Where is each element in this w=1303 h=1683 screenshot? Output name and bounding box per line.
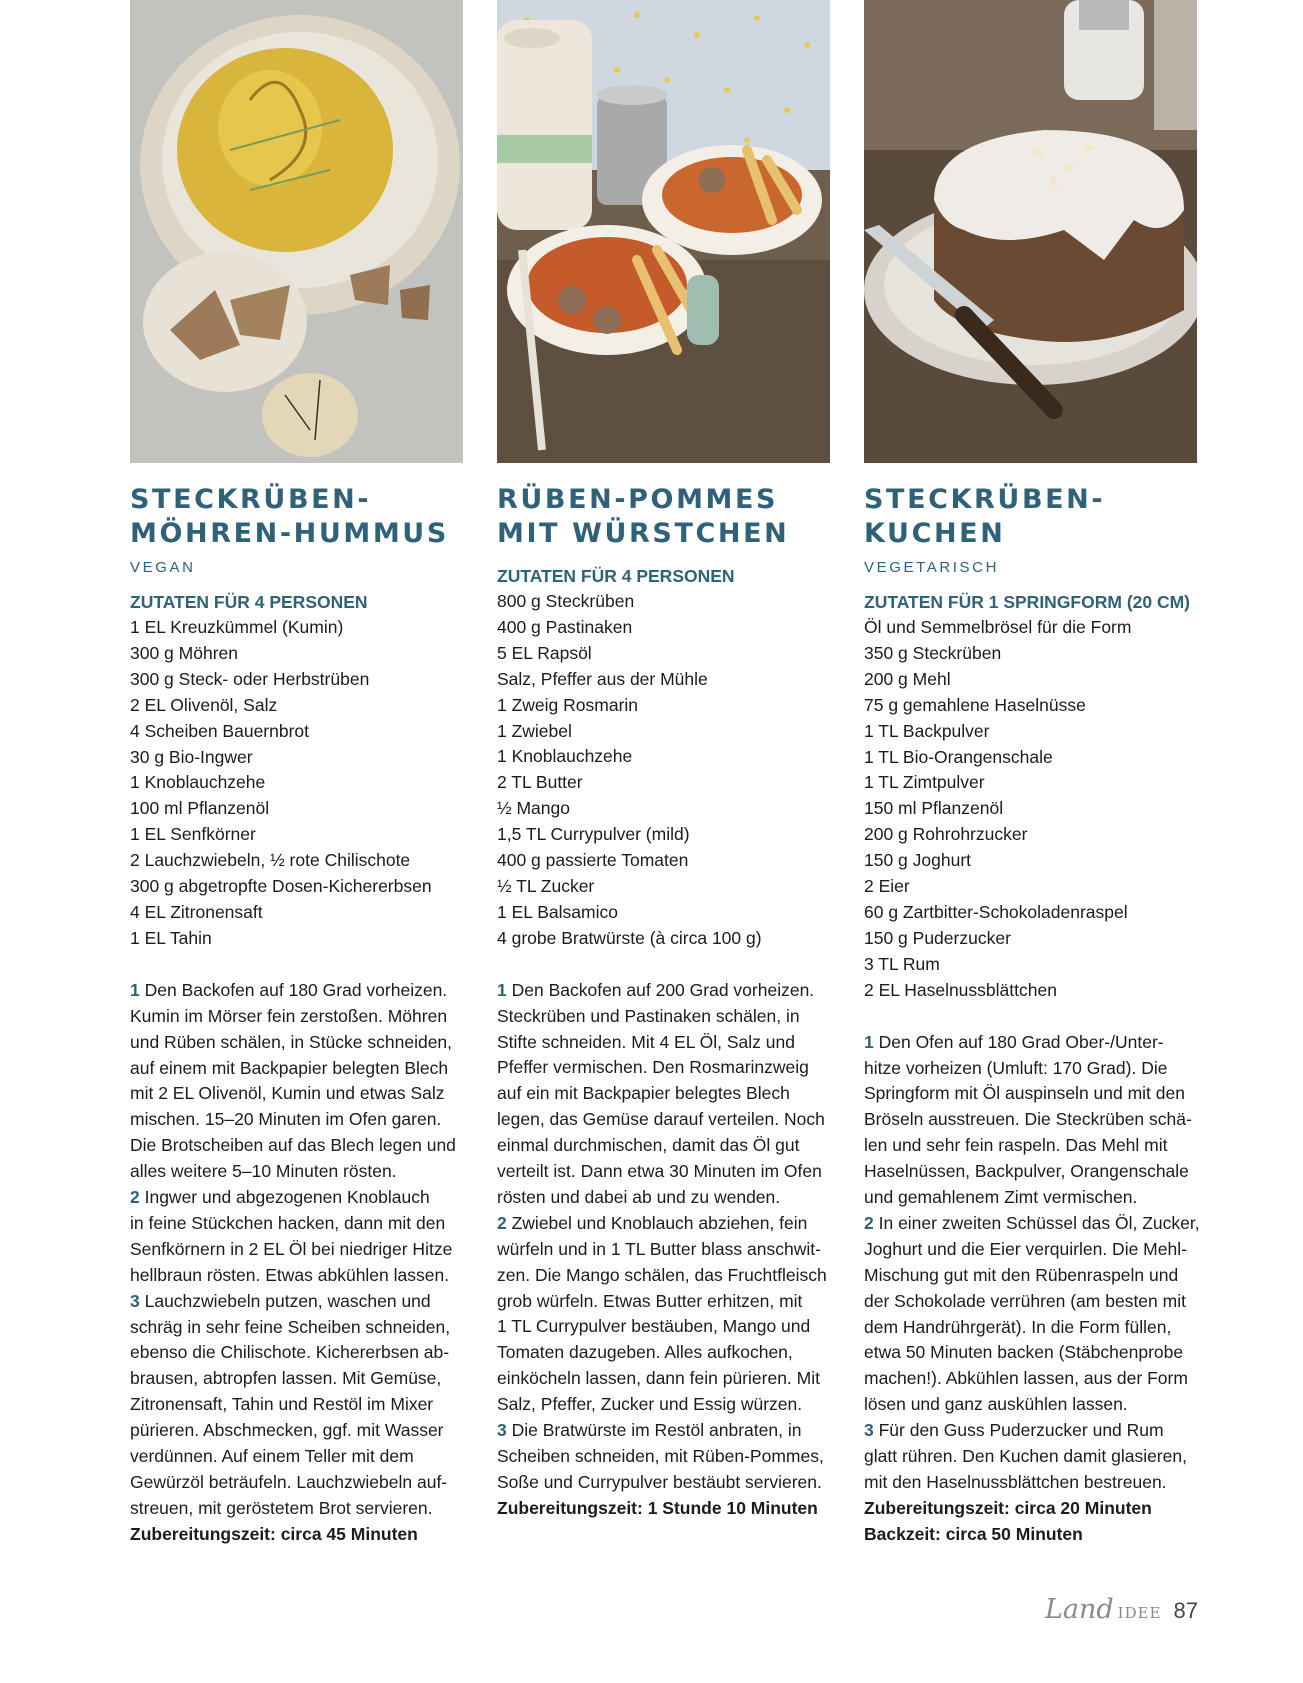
recipe-title [130,483,463,551]
step-line: Steckrüben und Pastinaken schälen, in [497,1005,800,1026]
step-line: Soße und Currypulver bestäubt servieren. [497,1471,822,1492]
step-line: dem Handrührgerät). In die Form füllen, [864,1316,1172,1337]
step-line: Die Brotscheiben auf das Blech legen und [130,1135,456,1156]
step-number: 2 [130,1187,140,1208]
step-number: 3 [497,1420,507,1441]
step-number: 1 [497,979,507,1000]
step-line: mischen. 15–20 Minuten im Ofen garen. [130,1109,442,1130]
instructions [864,1030,1200,1548]
page-footer [1045,1594,1198,1625]
step-line: schräg in sehr feine Scheiben schneiden, [130,1316,451,1337]
step-number: 3 [864,1420,874,1441]
step-line: Bröseln ausstreuen. Die Steckrüben schä- [864,1109,1192,1130]
ingredient: 300 g Steck- oder Herbstrüben [130,668,370,689]
step-line: 1 Den Backofen auf 200 Grad vorheizen. [497,979,815,1000]
step-line: etwa 50 Minuten backen (Stäbchenprobe [864,1342,1184,1363]
step-line: Gewürzöl beträufeln. Lauchzwiebeln auf- [130,1472,448,1492]
step-line: Joghurt und die Eier verquirlen. Die Mehl- [864,1238,1187,1259]
step-number: 1 [864,1031,874,1052]
title-line: KUCHEN [864,518,1006,549]
title-line: MÖHREN-HUMMUS [130,518,449,549]
ingredient: 2 Eier [864,876,910,897]
title-line: RÜBEN-POMMES [497,484,779,515]
step-line: glatt rühren. Den Kuchen damit glasieren, [864,1446,1187,1467]
ingredient: 800 g Steckrüben [497,591,635,611]
step-line: 2 Zwiebel und Knoblauch abziehen, fein [497,1212,808,1233]
step-line: Stifte schneiden. Mit 4 EL Öl, Salz und [497,1031,795,1052]
photo-hummus [130,0,463,463]
ingredient: 5 EL Rapsöl [497,642,592,663]
step-line: der Schokolade verrühren (am besten mit [864,1290,1186,1311]
step-line: 1 Den Ofen auf 180 Grad Ober-/Unter- [864,1031,1164,1052]
ingredient: 300 g Möhren [130,642,238,663]
ingredient: 150 ml Pflanzenöl [864,798,1004,819]
step-number: 2 [864,1212,874,1233]
step-line: grob würfeln. Etwas Butter erhitzen, mit [497,1290,803,1311]
step-line: pürieren. Abschmecken, ggf. mit Wasser [130,1420,444,1441]
instructions [497,978,830,1522]
ingredient: Öl und Semmelbrösel für die Form [864,617,1132,637]
step-number: 3 [130,1290,140,1311]
ingredient: 2 EL Haselnussblättchen [864,979,1057,1000]
prep-time: Zubereitungszeit: circa 20 Minuten [864,1497,1152,1518]
step-line: alles weitere 5–10 Minuten rösten. [130,1161,397,1182]
ingredients-heading: ZUTATEN FÜR 4 PERSONEN [497,566,735,586]
ingredient: 1 EL Senfkörner [130,824,256,845]
ingredient: Salz, Pfeffer aus der Mühle [497,668,708,689]
step-line: einmal durchmischen, damit das Öl gut [497,1135,800,1156]
ingredients-list [497,589,830,952]
title-line: MIT WÜRSTCHEN [497,518,790,549]
step-line: Tomaten dazugeben. Alles aufkochen, [497,1342,793,1363]
prep-time: Zubereitungszeit: 1 Stunde 10 Minuten [497,1497,818,1518]
step-line: Pfeffer vermischen. Den Rosmarinzweig [497,1057,809,1078]
ingredient: 1 TL Backpulver [864,720,990,741]
ingredient: 200 g Mehl [864,668,951,689]
ingredient: 100 ml Pflanzenöl [130,798,270,819]
ingredient: 30 g Bio-Ingwer [130,746,253,767]
step-line: hitze vorheizen (Umluft: 170 Grad). Die [864,1057,1168,1078]
step-line: legen, das Gemüse darauf verteilen. Noch [497,1109,825,1130]
step-line: Springform mit Öl auspinseln und mit den [864,1083,1185,1104]
recipe-kuchen [864,0,1200,1548]
ingredient: 1 Knoblauchzehe [497,746,633,767]
step-number: 1 [130,979,140,1000]
instructions [130,978,463,1548]
cake-photo-illustration [864,0,1197,463]
ingredient: 2 EL Olivenöl, Salz [130,694,278,715]
title-line: STECKRÜBEN- [864,484,1106,515]
magazine-logo: Land [1044,1594,1114,1625]
step-line: auf einem mit Backpapier belegten Blech [130,1057,449,1078]
ingredient: 400 g passierte Tomaten [497,850,689,871]
step-line: auf ein mit Backpapier belegtes Blech [497,1083,790,1104]
step-line: rösten und dabei ab und zu wenden. [497,1186,781,1207]
step-line: 2 Ingwer und abgezogenen Knoblauch [130,1187,430,1208]
hummus-photo-illustration [130,0,463,463]
ingredient: 75 g gemahlene Haselnüsse [864,694,1086,715]
step-line: Mischung gut mit den Rübenraspeln und [864,1264,1179,1285]
ingredient: 2 Lauchzwiebeln, ½ rote Chilischote [130,850,411,871]
ingredients-list [864,615,1197,1004]
ingredient: 1 TL Bio-Orangenschale [864,746,1053,767]
step-line: in feine Stückchen hacken, dann mit den [130,1212,446,1233]
step-line: ebenso die Chilischote. Kichererbsen ab- [130,1342,450,1363]
step-line: 3 Die Bratwürste im Restöl anbraten, in [497,1420,802,1441]
ingredient: 1 Zweig Rosmarin [497,694,639,715]
step-line: hellbraun rösten. Etwas abkühlen lassen. [130,1264,450,1285]
ingredient: 1 EL Kreuzkümmel (Kumin) [130,617,344,637]
ingredient: ½ Mango [497,798,570,819]
step-line: 1 Den Backofen auf 180 Grad vorheizen. [130,979,448,1000]
step-line: Zitronensaft, Tahin und Restöl im Mixer [130,1394,434,1415]
page-number: 87 [1173,1598,1198,1623]
recipe-hummus [130,0,463,1548]
step-line: und Rüben schälen, in Stücke schneiden, [130,1031,453,1052]
recipe-title [497,483,830,551]
step-line: und gemahlenem Zimt vermischen. [864,1187,1138,1208]
ingredient: 1 Knoblauchzehe [130,772,266,793]
step-line: würfeln und in 1 TL Butter blass anschwit- [497,1238,821,1259]
step-line: einköcheln lassen, dann fein pürieren. Mit [497,1368,820,1389]
pommes-photo-illustration [497,0,830,463]
step-line: verteilt ist. Dann etwa 30 Minuten im Ofen [497,1161,822,1182]
ingredients-heading: ZUTATEN FÜR 4 PERSONEN [130,592,368,612]
magazine-logo-suffix: IDEE [1117,1604,1162,1622]
recipe-subtitle: VEGAN [130,559,196,576]
ingredient: 4 Scheiben Bauernbrot [130,720,310,741]
ingredient: 4 EL Zitronensaft [130,901,263,922]
step-line: len und sehr fein raspeln. Das Mehl mit [864,1135,1168,1156]
bake-time: Backzeit: circa 50 Minuten [864,1523,1083,1544]
ingredient: 1,5 TL Currypulver (mild) [497,824,690,845]
step-line: machen!). Abkühlen lassen, aus der Form [864,1368,1188,1389]
step-line: Kumin im Mörser fein zerstoßen. Möhren [130,1005,448,1026]
step-line: 2 In einer zweiten Schüssel das Öl, Zucker, [864,1212,1200,1233]
step-line: streuen, mit geröstetem Brot servieren. [130,1497,433,1518]
ingredients-heading: ZUTATEN FÜR 1 SPRINGFORM (20 CM) [864,592,1191,612]
step-line: Senfkörnern in 2 EL Öl bei niedriger Hitze [130,1238,453,1259]
step-line: mit 2 EL Olivenöl, Kumin und etwas Salz [130,1083,445,1104]
step-line: 1 TL Currypulver bestäuben, Mango und [497,1316,811,1337]
recipe-subtitle: VEGETARISCH [864,559,1000,576]
step-line: zen. Die Mango schälen, das Fruchtfleisch [497,1264,827,1285]
recipe-pommes [497,0,830,1522]
step-line: Salz, Pfeffer, Zucker und Essig würzen. [497,1394,803,1415]
ingredient: 200 g Rohrohrzucker [864,824,1028,845]
photo-kuchen [864,0,1197,463]
ingredient: 300 g abgetropfte Dosen-Kichererbsen [130,876,432,897]
ingredient: 60 g Zartbitter-Schokoladenraspel [864,901,1128,922]
step-line: verdünnen. Auf einem Teller mit dem [130,1446,414,1467]
photo-pommes [497,0,830,463]
ingredient: 150 g Joghurt [864,850,972,871]
ingredient: 150 g Puderzucker [864,927,1011,948]
ingredient: 4 grobe Bratwürste (à circa 100 g) [497,927,762,948]
step-line: brausen, abtropfen lassen. Mit Gemüse, [130,1368,442,1389]
ingredient: 1 TL Zimtpulver [864,772,985,793]
step-line: Scheiben schneiden, mit Rüben-Pommes, [497,1446,824,1466]
step-line: mit den Haselnussblättchen bestreuen. [864,1472,1167,1492]
ingredient: 350 g Steckrüben [864,642,1002,663]
ingredient: ½ TL Zucker [497,875,595,896]
ingredient: 2 TL Butter [497,772,583,793]
title-line: STECKRÜBEN- [130,484,372,515]
step-line: 3 Lauchzwiebeln putzen, waschen und [130,1290,431,1311]
ingredient: 1 Zwiebel [497,720,572,741]
ingredient: 400 g Pastinaken [497,616,633,637]
recipe-title [864,483,1197,551]
ingredient: 1 EL Tahin [130,927,212,948]
step-line: lösen und ganz auskühlen lassen. [864,1394,1128,1415]
step-line: Haselnüssen, Backpulver, Orangenschale [864,1161,1189,1182]
prep-time: Zubereitungszeit: circa 45 Minuten [130,1523,418,1544]
ingredients-list [130,615,463,952]
ingredient: 3 TL Rum [864,953,940,974]
step-number: 2 [497,1212,507,1233]
step-line: 3 Für den Guss Puderzucker und Rum [864,1420,1164,1441]
ingredient: 1 EL Balsamico [497,901,618,922]
